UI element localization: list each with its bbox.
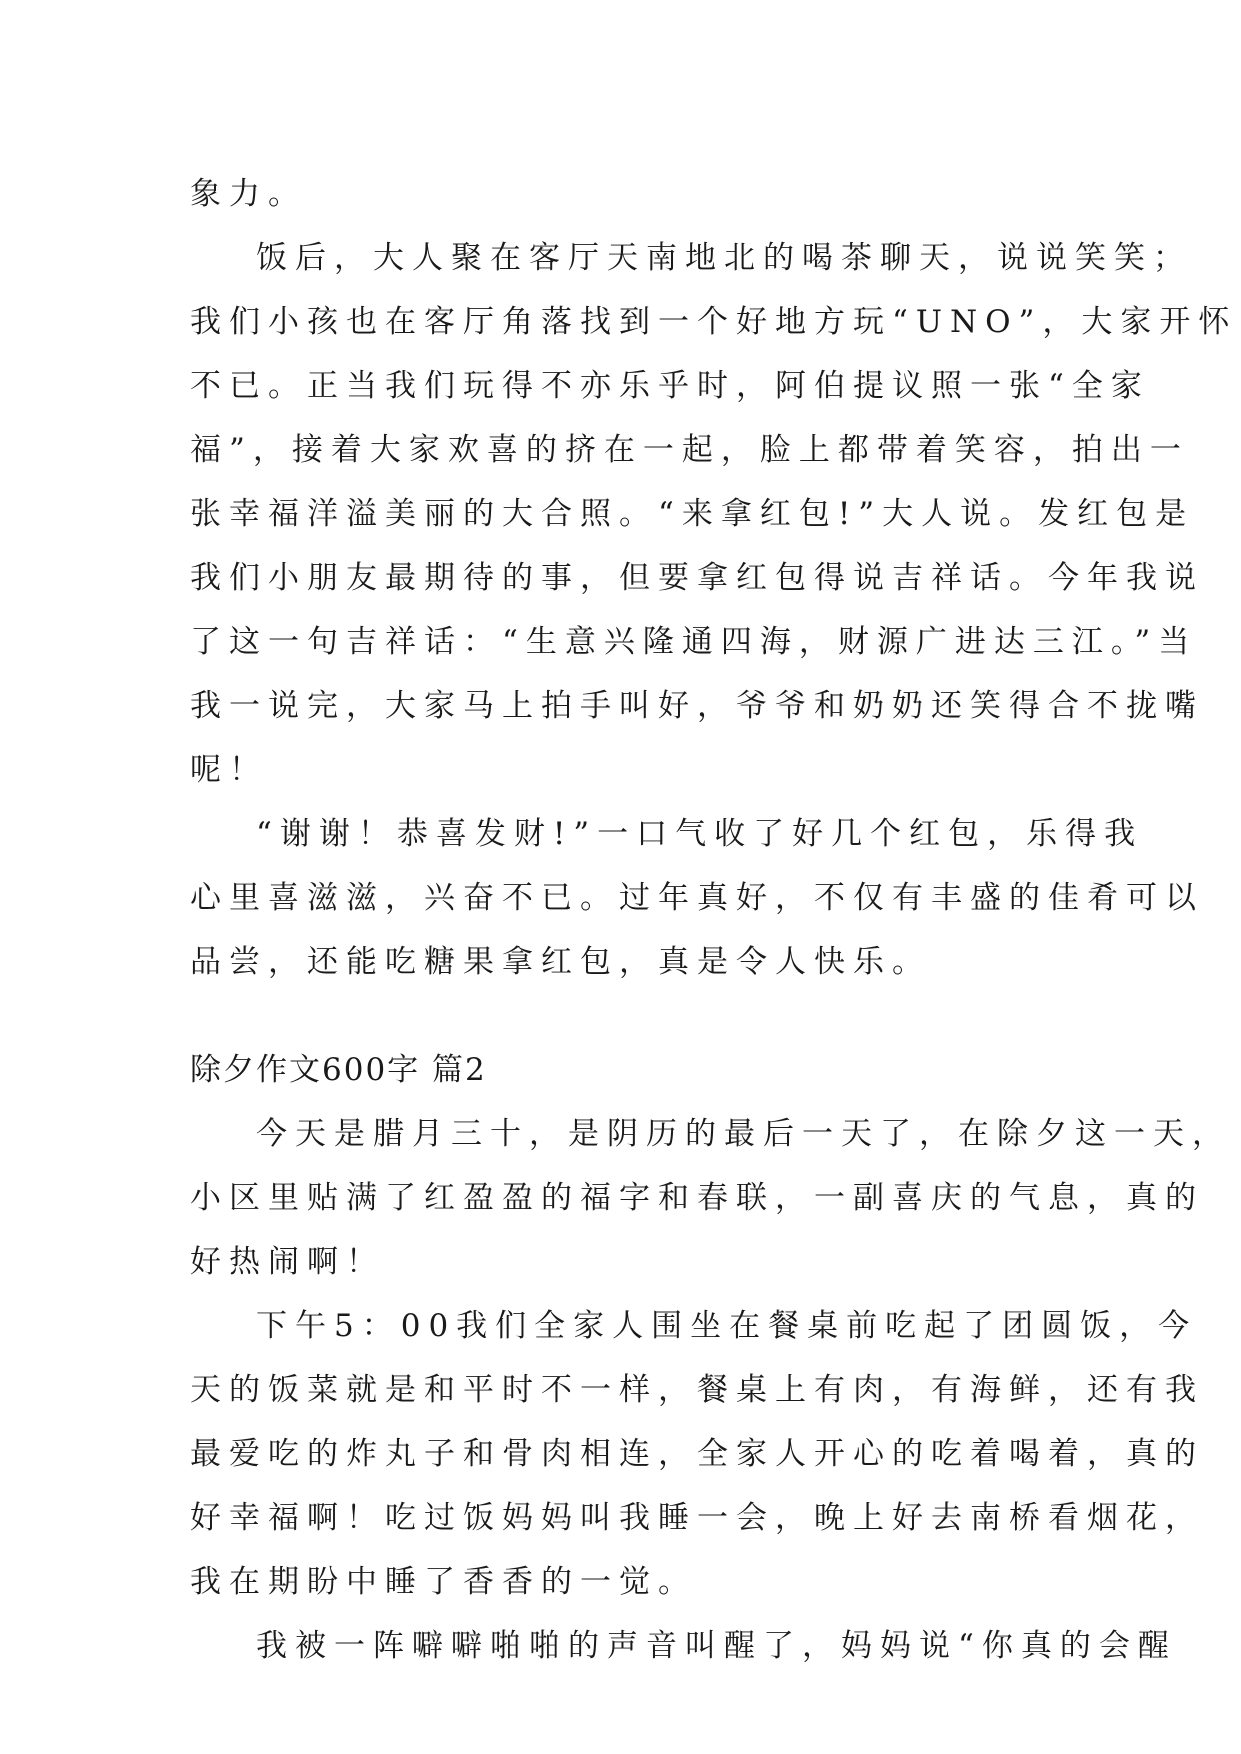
section-gap (190, 994, 1052, 1038)
text-line: 好幸福啊！吃过饭妈妈叫我睡一会，晚上好去南桥看烟花， (190, 1500, 1204, 1536)
text-line: 品尝，还能吃糖果拿红包，真是令人快乐。 (190, 944, 931, 980)
text-line: 好热闹啊！ (190, 1244, 385, 1280)
paragraph-start: 饭后，大人聚在客厅天南地北的喝茶聊天，说说笑笑； (256, 240, 1192, 276)
text-line: 我在期盼中睡了香香的一觉。 (190, 1564, 697, 1600)
section-heading: 除夕作文600字 篇2 (190, 1052, 487, 1088)
text-line: 福”，接着大家欢喜的挤在一起，脸上都带着笑容，拍出一 (190, 432, 1189, 468)
text-line: 象力。 (190, 176, 307, 212)
text-line: 我们小朋友最期待的事，但要拿红包得说吉祥话。今年我说 (190, 560, 1204, 596)
text-line: 心里喜滋滋，兴奋不已。过年真好，不仅有丰盛的佳肴可以 (190, 880, 1204, 916)
document-page (190, 162, 1238, 1678)
text-line: 呢！ (190, 752, 268, 788)
text-line: 最爱吃的炸丸子和骨肉相连，全家人开心的吃着喝着，真的 (190, 1436, 1204, 1472)
paragraph-start: 下午5：00我们全家人围坐在餐桌前吃起了团圆饭，今 (256, 1308, 1198, 1344)
text-line: 我们小孩也在客厅角落找到一个好地方玩“UNO”，大家开怀 (190, 304, 1238, 340)
text-line: 小区里贴满了红盈盈的福字和春联，一副喜庆的气息，真的 (190, 1180, 1204, 1216)
text-line: 我一说完，大家马上拍手叫好，爷爷和奶奶还笑得合不拢嘴 (190, 688, 1204, 724)
text-line: 了这一句吉祥话：“生意兴隆通四海，财源广进达三江。”当 (190, 624, 1198, 660)
text-line: 不已。正当我们玩得不亦乐乎时，阿伯提议照一张“全家 (190, 368, 1150, 404)
paragraph-start: 今天是腊月三十，是阴历的最后一天了，在除夕这一天， (256, 1116, 1231, 1152)
paragraph-start: 我被一阵噼噼啪啪的声音叫醒了，妈妈说“你真的会醒 (256, 1628, 1177, 1664)
paragraph-start: “谢谢！恭喜发财!”一口气收了好几个红包，乐得我 (256, 816, 1144, 852)
text-line: 天的饭菜就是和平时不一样，餐桌上有肉，有海鲜，还有我 (190, 1372, 1204, 1408)
text-line: 张幸福洋溢美丽的大合照。“来拿红包!”大人说。发红包是 (190, 496, 1195, 532)
